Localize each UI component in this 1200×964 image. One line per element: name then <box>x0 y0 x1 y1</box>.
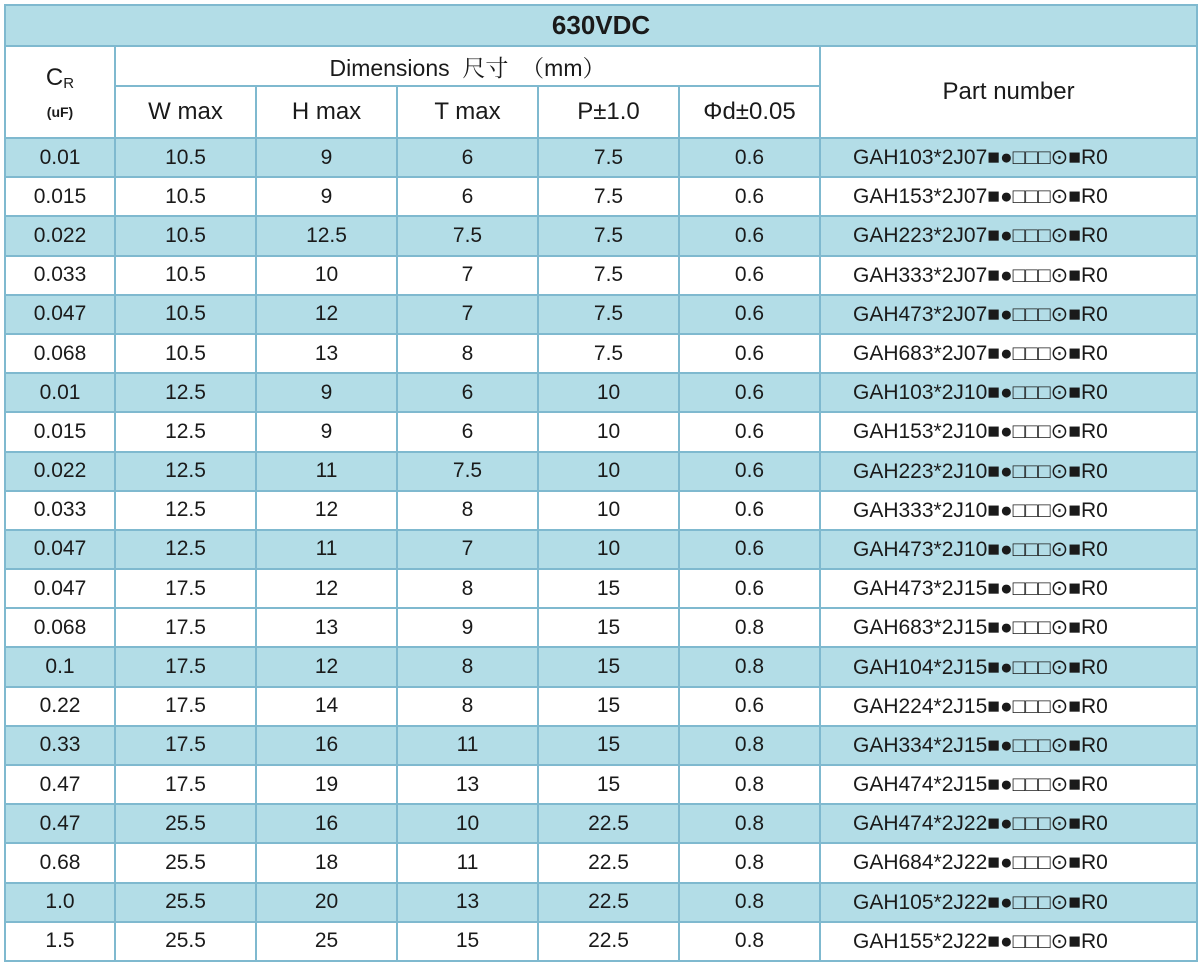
pitch-cell: 10 <box>538 452 679 491</box>
part-number-cell: GAH153*2J07■●□□□⊙■R0 <box>820 177 1197 216</box>
table-row <box>5 804 1197 843</box>
pitch-cell: 15 <box>538 687 679 726</box>
h-max-cell: 18 <box>256 843 397 882</box>
capacitance-cell: 1.5 <box>5 922 115 961</box>
table-row <box>5 765 1197 804</box>
h-max-cell: 11 <box>256 452 397 491</box>
capacitance-cell: 0.047 <box>5 295 115 334</box>
pitch-cell: 15 <box>538 765 679 804</box>
capacitance-unit: (uF) <box>46 104 74 120</box>
part-number-cell: GAH104*2J15■●□□□⊙■R0 <box>820 647 1197 686</box>
capacitance-cell: 0.68 <box>5 843 115 882</box>
t-max-cell: 7.5 <box>397 216 538 255</box>
lead-diameter-cell: 0.8 <box>679 608 820 647</box>
part-number-cell: GAH224*2J15■●□□□⊙■R0 <box>820 687 1197 726</box>
h-max-cell: 9 <box>256 412 397 451</box>
w-max-cell: 17.5 <box>115 765 256 804</box>
h-max-cell: 13 <box>256 334 397 373</box>
capacitor-spec-table <box>4 4 1198 962</box>
pitch-cell: 15 <box>538 569 679 608</box>
pitch-header: P±1.0 <box>538 86 679 138</box>
capacitance-cell: 0.015 <box>5 412 115 451</box>
lead-diameter-cell: 0.6 <box>679 177 820 216</box>
table-row <box>5 177 1197 216</box>
h-max-cell: 14 <box>256 687 397 726</box>
t-max-cell: 11 <box>397 726 538 765</box>
t-max-cell: 8 <box>397 687 538 726</box>
table-row <box>5 687 1197 726</box>
header-row-1 <box>5 46 1197 86</box>
table-row <box>5 530 1197 569</box>
pitch-cell: 22.5 <box>538 883 679 922</box>
pitch-cell: 22.5 <box>538 804 679 843</box>
lead-diameter-cell: 0.6 <box>679 530 820 569</box>
h-max-cell: 11 <box>256 530 397 569</box>
lead-diameter-cell: 0.6 <box>679 452 820 491</box>
w-max-cell: 17.5 <box>115 569 256 608</box>
capacitance-cell: 0.068 <box>5 334 115 373</box>
capacitance-cell: 0.22 <box>5 687 115 726</box>
table-row <box>5 491 1197 530</box>
t-max-cell: 15 <box>397 922 538 961</box>
lead-diameter-cell: 0.6 <box>679 687 820 726</box>
h-max-cell: 12 <box>256 647 397 686</box>
lead-diameter-cell: 0.6 <box>679 295 820 334</box>
w-max-cell: 10.5 <box>115 295 256 334</box>
lead-diameter-header: Φd±0.05 <box>679 86 820 138</box>
h-max-cell: 19 <box>256 765 397 804</box>
part-number-cell: GAH473*2J07■●□□□⊙■R0 <box>820 295 1197 334</box>
lead-diameter-cell: 0.6 <box>679 256 820 295</box>
t-max-cell: 8 <box>397 569 538 608</box>
capacitance-cell: 0.068 <box>5 608 115 647</box>
w-max-cell: 12.5 <box>115 530 256 569</box>
part-number-cell: GAH474*2J22■●□□□⊙■R0 <box>820 804 1197 843</box>
spec-table-container <box>4 4 1196 962</box>
part-number-cell: GAH683*2J07■●□□□⊙■R0 <box>820 334 1197 373</box>
part-number-cell: GAH153*2J10■●□□□⊙■R0 <box>820 412 1197 451</box>
t-max-header: T max <box>397 86 538 138</box>
table-row <box>5 216 1197 255</box>
t-max-cell: 9 <box>397 608 538 647</box>
title-row <box>5 5 1197 46</box>
h-max-cell: 12.5 <box>256 216 397 255</box>
pitch-cell: 22.5 <box>538 843 679 882</box>
table-row <box>5 138 1197 177</box>
w-max-cell: 10.5 <box>115 256 256 295</box>
pitch-cell: 15 <box>538 647 679 686</box>
t-max-cell: 13 <box>397 883 538 922</box>
w-max-cell: 12.5 <box>115 452 256 491</box>
lead-diameter-cell: 0.6 <box>679 138 820 177</box>
h-max-header: H max <box>256 86 397 138</box>
t-max-cell: 7 <box>397 295 538 334</box>
table-body <box>5 138 1197 961</box>
lead-diameter-cell: 0.6 <box>679 491 820 530</box>
table-row <box>5 569 1197 608</box>
capacitance-cell: 0.015 <box>5 177 115 216</box>
part-number-cell: GAH105*2J22■●□□□⊙■R0 <box>820 883 1197 922</box>
t-max-cell: 13 <box>397 765 538 804</box>
capacitance-cell: 0.047 <box>5 569 115 608</box>
pitch-cell: 7.5 <box>538 334 679 373</box>
capacitance-cell: 0.1 <box>5 647 115 686</box>
lead-diameter-cell: 0.8 <box>679 647 820 686</box>
t-max-cell: 6 <box>397 373 538 412</box>
w-max-cell: 10.5 <box>115 138 256 177</box>
part-number-cell: GAH155*2J22■●□□□⊙■R0 <box>820 922 1197 961</box>
pitch-cell: 7.5 <box>538 295 679 334</box>
capacitance-header <box>5 46 115 138</box>
pitch-cell: 10 <box>538 412 679 451</box>
part-number-cell: GAH103*2J10■●□□□⊙■R0 <box>820 373 1197 412</box>
w-max-cell: 10.5 <box>115 216 256 255</box>
w-max-cell: 17.5 <box>115 647 256 686</box>
lead-diameter-cell: 0.8 <box>679 804 820 843</box>
w-max-cell: 25.5 <box>115 843 256 882</box>
capacitance-cell: 0.047 <box>5 530 115 569</box>
capacitance-cell: 1.0 <box>5 883 115 922</box>
t-max-cell: 6 <box>397 412 538 451</box>
part-number-cell: GAH474*2J15■●□□□⊙■R0 <box>820 765 1197 804</box>
lead-diameter-cell: 0.8 <box>679 765 820 804</box>
lead-diameter-cell: 0.6 <box>679 412 820 451</box>
h-max-cell: 9 <box>256 138 397 177</box>
pitch-cell: 22.5 <box>538 922 679 961</box>
capacitance-cell: 0.033 <box>5 491 115 530</box>
table-row <box>5 334 1197 373</box>
lead-diameter-cell: 0.6 <box>679 569 820 608</box>
t-max-cell: 11 <box>397 843 538 882</box>
h-max-cell: 20 <box>256 883 397 922</box>
t-max-cell: 10 <box>397 804 538 843</box>
w-max-cell: 10.5 <box>115 177 256 216</box>
t-max-cell: 6 <box>397 138 538 177</box>
pitch-cell: 15 <box>538 726 679 765</box>
lead-diameter-cell: 0.8 <box>679 726 820 765</box>
pitch-cell: 7.5 <box>538 216 679 255</box>
pitch-cell: 10 <box>538 530 679 569</box>
h-max-cell: 16 <box>256 726 397 765</box>
part-number-cell: GAH683*2J15■●□□□⊙■R0 <box>820 608 1197 647</box>
w-max-cell: 17.5 <box>115 726 256 765</box>
h-max-cell: 9 <box>256 177 397 216</box>
capacitance-cell: 0.01 <box>5 373 115 412</box>
pitch-cell: 7.5 <box>538 256 679 295</box>
capacitance-cell: 0.33 <box>5 726 115 765</box>
table-title: 630VDC <box>5 5 1197 46</box>
lead-diameter-cell: 0.6 <box>679 334 820 373</box>
t-max-cell: 8 <box>397 491 538 530</box>
part-number-cell: GAH334*2J15■●□□□⊙■R0 <box>820 726 1197 765</box>
table-row <box>5 452 1197 491</box>
capacitance-symbol: C <box>45 64 64 91</box>
table-row <box>5 412 1197 451</box>
h-max-cell: 10 <box>256 256 397 295</box>
table-row <box>5 647 1197 686</box>
capacitance-cell: 0.47 <box>5 765 115 804</box>
capacitance-cell: 0.033 <box>5 256 115 295</box>
table-row <box>5 883 1197 922</box>
t-max-cell: 7.5 <box>397 452 538 491</box>
part-number-header: Part number <box>820 46 1197 138</box>
table-row <box>5 726 1197 765</box>
h-max-cell: 12 <box>256 491 397 530</box>
h-max-cell: 25 <box>256 922 397 961</box>
lead-diameter-cell: 0.8 <box>679 843 820 882</box>
part-number-cell: GAH103*2J07■●□□□⊙■R0 <box>820 138 1197 177</box>
w-max-cell: 25.5 <box>115 804 256 843</box>
pitch-cell: 7.5 <box>538 138 679 177</box>
t-max-cell: 8 <box>397 647 538 686</box>
table-row <box>5 608 1197 647</box>
table-row <box>5 256 1197 295</box>
w-max-cell: 25.5 <box>115 883 256 922</box>
h-max-cell: 12 <box>256 569 397 608</box>
w-max-cell: 12.5 <box>115 491 256 530</box>
pitch-cell: 15 <box>538 608 679 647</box>
dimensions-header: Dimensions 尺寸 （mm） <box>115 46 820 86</box>
w-max-cell: 25.5 <box>115 922 256 961</box>
capacitance-cell: 0.022 <box>5 216 115 255</box>
h-max-cell: 13 <box>256 608 397 647</box>
w-max-cell: 12.5 <box>115 412 256 451</box>
part-number-cell: GAH223*2J10■●□□□⊙■R0 <box>820 452 1197 491</box>
w-max-header: W max <box>115 86 256 138</box>
t-max-cell: 6 <box>397 177 538 216</box>
w-max-cell: 10.5 <box>115 334 256 373</box>
pitch-cell: 10 <box>538 491 679 530</box>
t-max-cell: 7 <box>397 256 538 295</box>
capacitance-cell: 0.01 <box>5 138 115 177</box>
t-max-cell: 7 <box>397 530 538 569</box>
w-max-cell: 12.5 <box>115 373 256 412</box>
table-row <box>5 843 1197 882</box>
capacitance-cell: 0.47 <box>5 804 115 843</box>
pitch-cell: 10 <box>538 373 679 412</box>
table-row <box>5 922 1197 961</box>
lead-diameter-cell: 0.6 <box>679 373 820 412</box>
h-max-cell: 9 <box>256 373 397 412</box>
part-number-cell: GAH473*2J10■●□□□⊙■R0 <box>820 530 1197 569</box>
lead-diameter-cell: 0.8 <box>679 922 820 961</box>
t-max-cell: 8 <box>397 334 538 373</box>
lead-diameter-cell: 0.6 <box>679 216 820 255</box>
part-number-cell: GAH333*2J07■●□□□⊙■R0 <box>820 256 1197 295</box>
w-max-cell: 17.5 <box>115 687 256 726</box>
part-number-cell: GAH333*2J10■●□□□⊙■R0 <box>820 491 1197 530</box>
part-number-cell: GAH223*2J07■●□□□⊙■R0 <box>820 216 1197 255</box>
lead-diameter-cell: 0.8 <box>679 883 820 922</box>
table-row <box>5 295 1197 334</box>
w-max-cell: 17.5 <box>115 608 256 647</box>
table-row <box>5 373 1197 412</box>
pitch-cell: 7.5 <box>538 177 679 216</box>
capacitance-cell: 0.022 <box>5 452 115 491</box>
h-max-cell: 12 <box>256 295 397 334</box>
capacitance-subscript: R <box>63 75 75 92</box>
part-number-cell: GAH473*2J15■●□□□⊙■R0 <box>820 569 1197 608</box>
h-max-cell: 16 <box>256 804 397 843</box>
part-number-cell: GAH684*2J22■●□□□⊙■R0 <box>820 843 1197 882</box>
